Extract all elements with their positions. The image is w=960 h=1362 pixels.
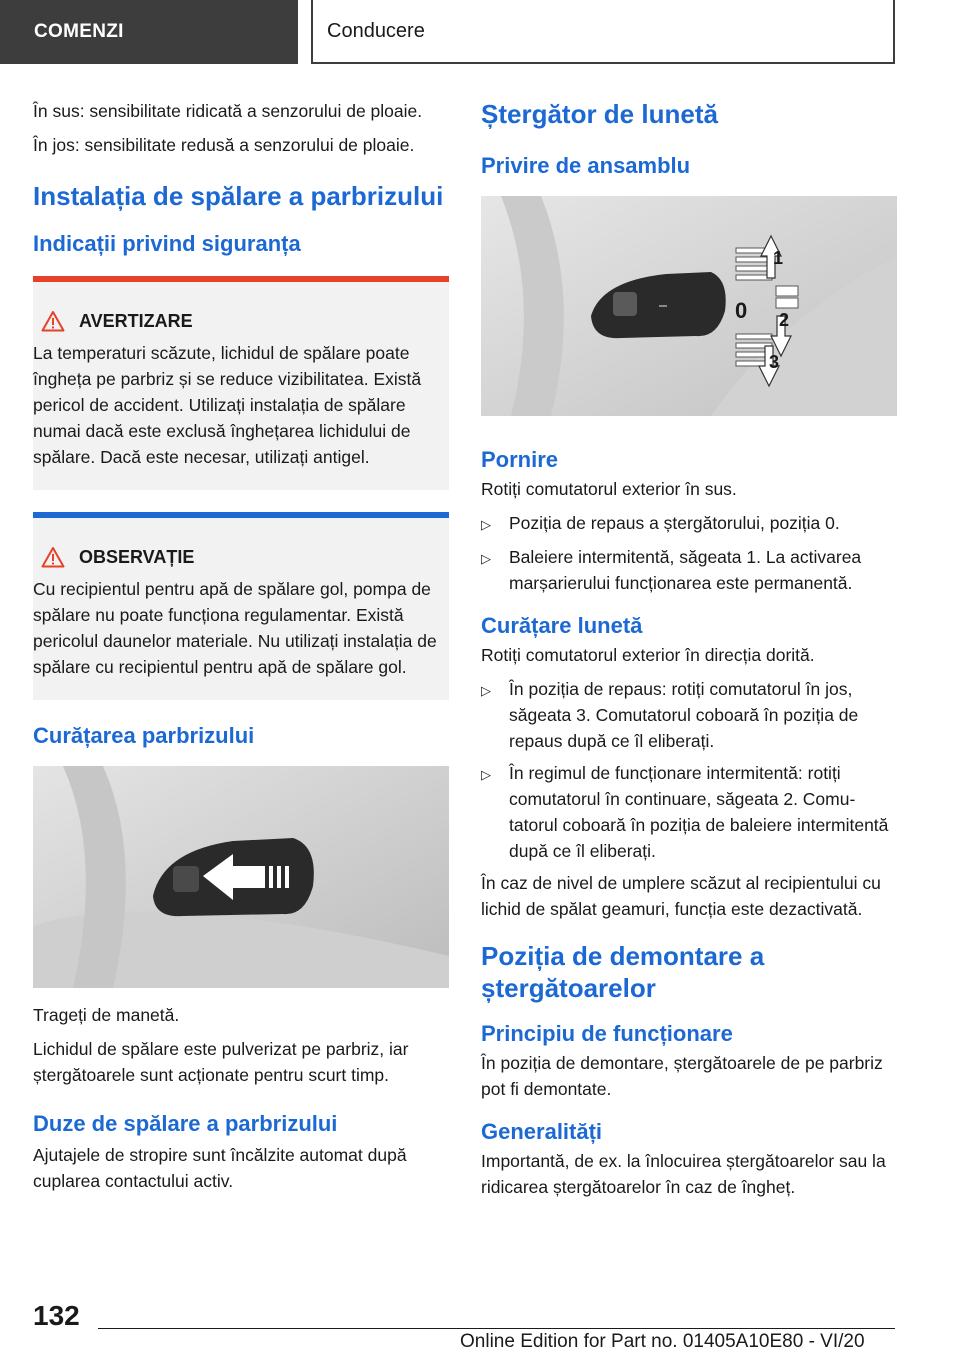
clean-text: Rotiți comutatorul exterior în direcția dorită.: [481, 645, 815, 665]
washer-lever-photo: [33, 766, 449, 988]
right-column: [481, 98, 897, 1208]
principle-text: În poziția de demontare, ștergătoarele de pe parbriz pot fi demontate.: [481, 1053, 883, 1099]
notice-box: [33, 518, 449, 700]
caution-icon: [41, 546, 65, 568]
spray-text: Lichidul de spălare este pulverizat pe parbriz, iar ștergătoarele sunt acționate pentru scurt timp.: [33, 1039, 409, 1085]
principle-heading: Principiu de funcționare: [481, 1021, 733, 1046]
clean-heading: Curățare lunetă: [481, 613, 643, 638]
triangle-bullet-icon: ▷: [481, 767, 491, 782]
warning-text: La temperaturi scăzute, lichidul de spălare poate îngheța pe parbriz și se reduce vizibilitatea. Există pericol de accident. Utilizați instalația de spălare numai dacă este exclusă înghețarea lichidului de spălare. Dacă este necesar, utilizați antigel.: [33, 343, 422, 467]
list-item: ▷ În poziția de repaus: rotiți comutatorul în jos, săgeata 3. Comutatorul coboară în poziția de repaus după ce îl eliberați.: [481, 676, 897, 754]
overview-heading: Privire de ansamblu: [481, 153, 691, 178]
nozzles-text: Ajutajele de stropire sunt încălzite automat după cuplarea contactului activ.: [33, 1145, 407, 1191]
diagram-label-3: 3: [769, 352, 780, 372]
list-item: ▷ Poziția de repaus a ștergătorului, poziția 0.: [481, 510, 897, 538]
warning-icon: [41, 310, 65, 332]
diagram-label-2: 2: [779, 310, 790, 330]
general-heading: Generalități: [481, 1119, 603, 1144]
chapter-label: Conducere: [327, 19, 425, 42]
pull-lever-text: Trageți de manetă.: [33, 1005, 180, 1025]
footer-divider: [98, 1328, 895, 1329]
section-label: COMENZI: [34, 21, 124, 42]
start-text: Rotiți comutatorul exterior în sus.: [481, 479, 737, 499]
list-item: ▷ Baleiere intermitentă, săgeata 1. La activarea marșarierului funcționarea este permanentă.: [481, 544, 897, 596]
diagram-label-0: 0: [735, 298, 748, 323]
nozzles-heading: Duze de spălare a parbrizului: [33, 1111, 338, 1136]
warning-box: [33, 282, 449, 490]
rain-sensor-up: În sus: sensibilitate ridicată a senzorului de ploaie.: [33, 101, 423, 121]
cleaning-heading: Curățarea parbrizului: [33, 723, 255, 748]
triangle-bullet-icon: ▷: [481, 683, 491, 698]
rain-sensor-down: În jos: sensibilitate redusă a senzorului de ploaie.: [33, 135, 415, 155]
page-number: 132: [33, 1300, 80, 1331]
notice-text: Cu recipientul pentru apă de spălare gol, pompa de spălare nu poate funcționa regulamentar. Există pericolul daunelor materiale. Nu utilizați instalația de spălare cu recipientul pentru apă de spălare gol.: [33, 579, 437, 677]
list-item: ▷ În regimul de funcționare intermitentă: rotiți comutatorul în continuare, săgeata 2. Comutatorul coboară în poziția de baleiere intermitentă după ce îl eliberați.: [481, 760, 897, 864]
low-fluid-text: În caz de nivel de umplere scăzut al recipientului cu lichid de spălat geamuri, funcția este dezactivată.: [481, 873, 881, 919]
section-tab: [0, 0, 298, 64]
start-heading: Pornire: [481, 447, 559, 472]
left-column: [33, 98, 449, 1202]
washer-heading: Instalația de spălare a parbrizului: [33, 181, 444, 211]
diagram-label-1: 1: [773, 248, 784, 268]
triangle-bullet-icon: ▷: [481, 517, 491, 532]
safety-heading: Indicații privind siguranța: [33, 231, 301, 256]
edition-text: Online Edition for Part no. 01405A10E80 - VI/20: [460, 1331, 865, 1352]
general-text: Importantă, de ex. la înlocuirea ștergătoarelor sau la ridicarea ștergătoarelor în caz de îngheț.: [481, 1151, 886, 1197]
rear-wiper-switch-diagram: [481, 196, 897, 416]
removal-heading: Poziția de demontare a ștergătoarelor: [481, 941, 765, 1003]
chapter-tab: [311, 0, 895, 64]
notice-title: OBSERVAȚIE: [79, 547, 195, 567]
rear-wiper-heading: Ștergător de lunetă: [481, 99, 718, 129]
triangle-bullet-icon: ▷: [481, 551, 491, 566]
warning-title: AVERTIZARE: [79, 311, 193, 331]
